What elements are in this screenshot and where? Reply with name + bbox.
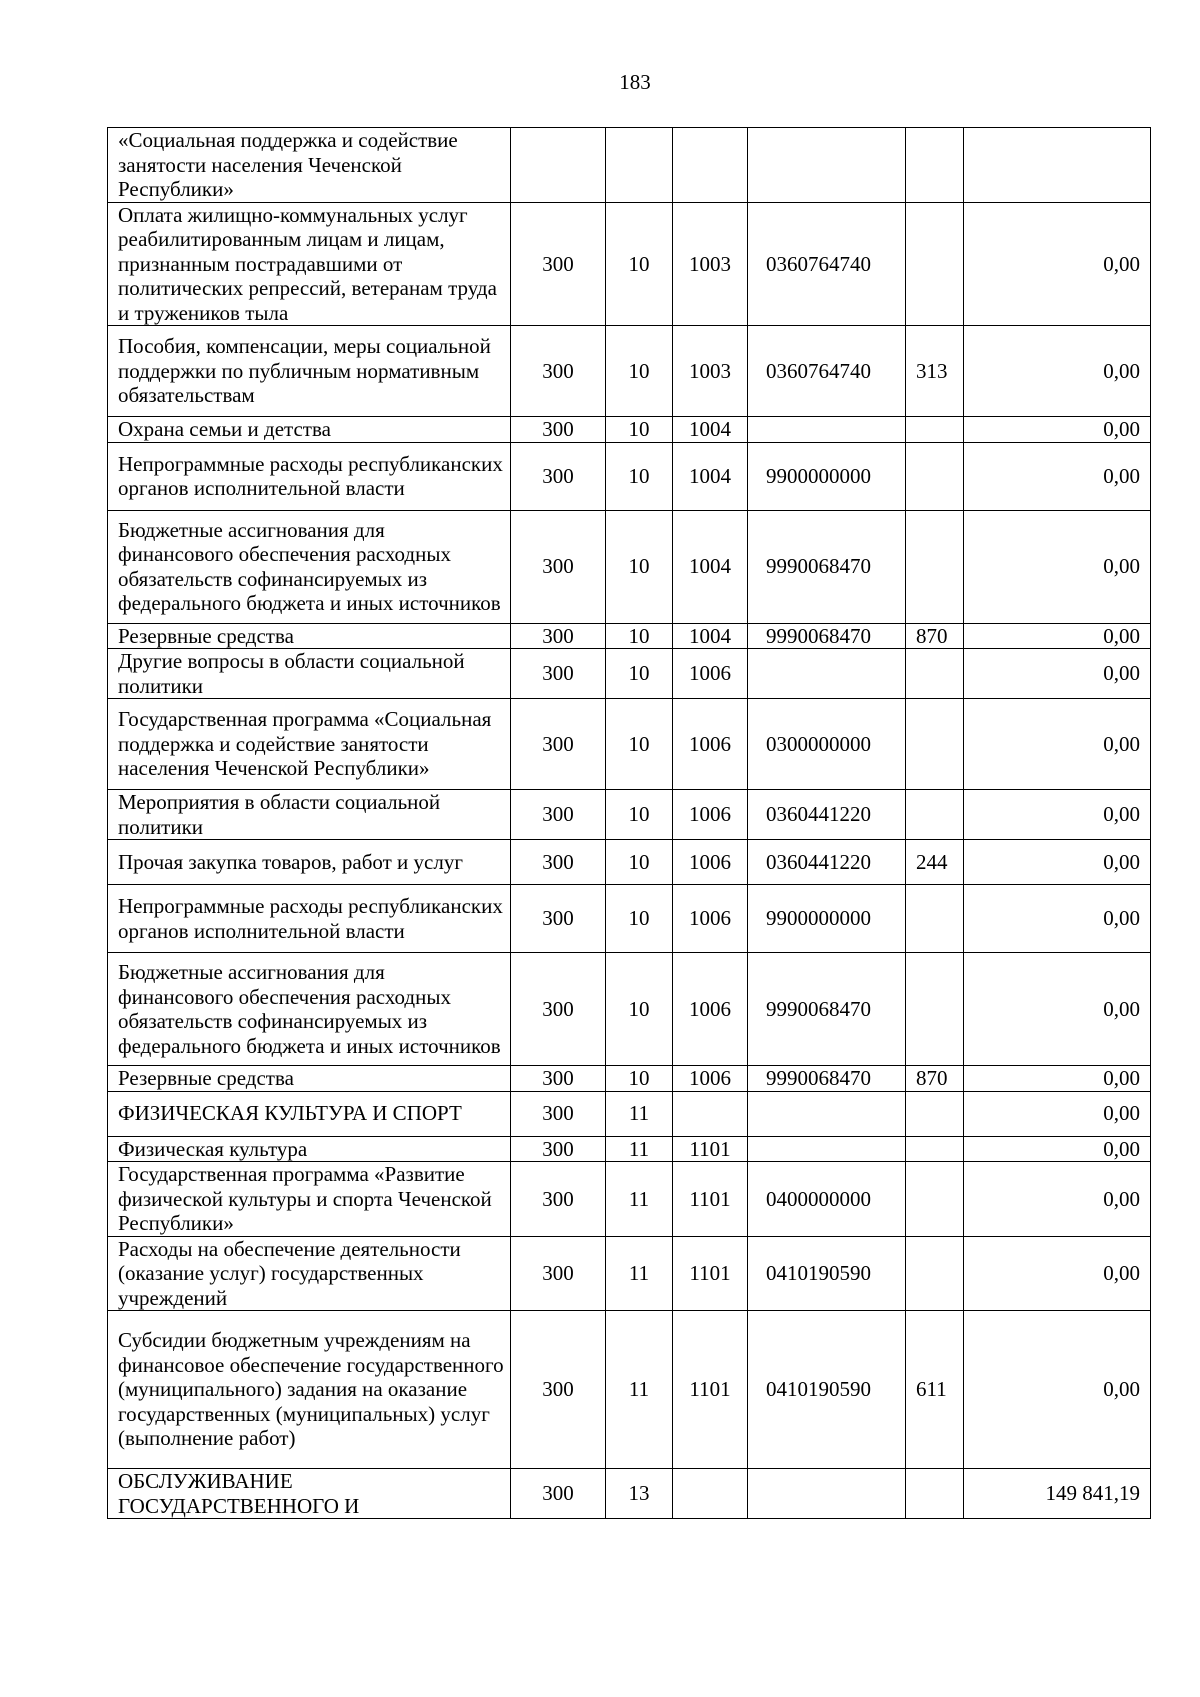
cell-expense-type [906, 953, 964, 1066]
cell-grbs: 300 [511, 790, 606, 840]
table-row [108, 1091, 1151, 1136]
cell-target-article: 9990068470 [748, 510, 906, 623]
cell-name: Другие вопросы в области социальной политики [108, 649, 511, 699]
table-row [108, 699, 1151, 790]
cell-name: Резервные средства [108, 1066, 511, 1092]
cell-expense-type: 870 [906, 1066, 964, 1092]
cell-section: 10 [606, 623, 673, 649]
cell-name: Бюджетные ассигнования для финансового обеспечения расходных обязательств софинансируемых из федерального бюджета и иных источников [108, 953, 511, 1066]
table-row [108, 1136, 1151, 1162]
cell-section: 11 [606, 1091, 673, 1136]
cell-grbs: 300 [511, 326, 606, 417]
cell-name: Государственная программа «Социальная поддержка и содействие занятости населения Чеченской Республики» [108, 699, 511, 790]
cell-target-article: 9990068470 [748, 1066, 906, 1092]
cell-name: ОБСЛУЖИВАНИЕ ГОСУДАРСТВЕННОГО И [108, 1469, 511, 1519]
table-row [108, 649, 1151, 699]
cell-subsection: 1003 [673, 202, 748, 326]
cell-grbs: 300 [511, 699, 606, 790]
budget-table [107, 127, 1151, 1519]
cell-expense-type [906, 1162, 964, 1237]
cell-grbs: 300 [511, 510, 606, 623]
cell-target-article [748, 417, 906, 443]
cell-subsection [673, 1469, 748, 1519]
cell-amount: 0,00 [964, 1066, 1151, 1092]
cell-name: «Социальная поддержка и содействие занятости населения Чеченской Республики» [108, 128, 511, 203]
cell-target-article: 9990068470 [748, 953, 906, 1066]
cell-grbs: 300 [511, 1236, 606, 1311]
cell-section: 10 [606, 417, 673, 443]
cell-grbs: 300 [511, 840, 606, 885]
cell-name: Непрограммные расходы республиканских органов исполнительной власти [108, 442, 511, 510]
cell-target-article [748, 1469, 906, 1519]
cell-amount: 0,00 [964, 623, 1151, 649]
cell-name: Непрограммные расходы республиканских органов исполнительной власти [108, 885, 511, 953]
table-row [108, 442, 1151, 510]
cell-section: 10 [606, 510, 673, 623]
cell-expense-type [906, 128, 964, 203]
cell-amount: 0,00 [964, 417, 1151, 443]
cell-subsection: 1003 [673, 326, 748, 417]
cell-amount: 0,00 [964, 790, 1151, 840]
cell-name: Субсидии бюджетным учреждениям на финансовое обеспечение государственного (муниципального) задания на оказание государственных (муниципальных) услуг (выполнение работ) [108, 1311, 511, 1469]
cell-amount: 149 841,19 [964, 1469, 1151, 1519]
cell-expense-type [906, 885, 964, 953]
cell-amount: 0,00 [964, 1311, 1151, 1469]
cell-subsection: 1006 [673, 699, 748, 790]
cell-section: 11 [606, 1236, 673, 1311]
cell-section: 10 [606, 790, 673, 840]
cell-section: 10 [606, 840, 673, 885]
cell-section: 10 [606, 953, 673, 1066]
cell-subsection: 1006 [673, 1066, 748, 1092]
table-row [108, 417, 1151, 443]
cell-expense-type [906, 1136, 964, 1162]
cell-section: 10 [606, 202, 673, 326]
cell-subsection: 1004 [673, 417, 748, 443]
cell-name: Резервные средства [108, 623, 511, 649]
cell-grbs: 300 [511, 1136, 606, 1162]
table-row [108, 1066, 1151, 1092]
cell-subsection: 1101 [673, 1236, 748, 1311]
cell-name: Прочая закупка товаров, работ и услуг [108, 840, 511, 885]
cell-amount: 0,00 [964, 510, 1151, 623]
cell-subsection: 1006 [673, 649, 748, 699]
cell-name: Государственная программа «Развитие физической культуры и спорта Чеченской Республики» [108, 1162, 511, 1237]
cell-subsection: 1006 [673, 885, 748, 953]
cell-target-article [748, 649, 906, 699]
cell-target-article: 0360764740 [748, 202, 906, 326]
cell-grbs [511, 128, 606, 203]
cell-grbs: 300 [511, 885, 606, 953]
cell-target-article: 0410190590 [748, 1311, 906, 1469]
cell-target-article: 0360441220 [748, 790, 906, 840]
cell-amount: 0,00 [964, 1091, 1151, 1136]
cell-target-article: 9900000000 [748, 442, 906, 510]
cell-section: 10 [606, 442, 673, 510]
page-number: 183 [619, 70, 651, 94]
cell-section: 10 [606, 649, 673, 699]
cell-target-article [748, 128, 906, 203]
cell-amount: 0,00 [964, 649, 1151, 699]
table-row [108, 840, 1151, 885]
cell-grbs: 300 [511, 1469, 606, 1519]
cell-target-article: 0360764740 [748, 326, 906, 417]
cell-expense-type [906, 510, 964, 623]
cell-section: 11 [606, 1311, 673, 1469]
cell-expense-type: 611 [906, 1311, 964, 1469]
table-row [108, 790, 1151, 840]
cell-section [606, 128, 673, 203]
cell-section: 10 [606, 326, 673, 417]
cell-subsection: 1006 [673, 953, 748, 1066]
cell-expense-type: 244 [906, 840, 964, 885]
cell-expense-type [906, 1091, 964, 1136]
cell-subsection: 1101 [673, 1311, 748, 1469]
cell-grbs: 300 [511, 1091, 606, 1136]
cell-expense-type [906, 1236, 964, 1311]
cell-expense-type [906, 442, 964, 510]
cell-name: Пособия, компенсации, меры социальной поддержки по публичным нормативным обязательствам [108, 326, 511, 417]
cell-subsection: 1101 [673, 1136, 748, 1162]
cell-subsection: 1004 [673, 442, 748, 510]
cell-subsection [673, 1091, 748, 1136]
cell-name: Бюджетные ассигнования для финансового обеспечения расходных обязательств софинансируемых из федерального бюджета и иных источников [108, 510, 511, 623]
table-row [108, 128, 1151, 203]
cell-amount: 0,00 [964, 1162, 1151, 1237]
table-row [108, 1162, 1151, 1237]
cell-target-article [748, 1136, 906, 1162]
cell-expense-type [906, 202, 964, 326]
cell-target-article: 9990068470 [748, 623, 906, 649]
cell-section: 11 [606, 1162, 673, 1237]
cell-subsection [673, 128, 748, 203]
cell-subsection: 1101 [673, 1162, 748, 1237]
table-row [108, 953, 1151, 1066]
cell-section: 10 [606, 885, 673, 953]
cell-amount: 0,00 [964, 1236, 1151, 1311]
cell-expense-type [906, 417, 964, 443]
cell-grbs: 300 [511, 623, 606, 649]
cell-amount: 0,00 [964, 699, 1151, 790]
cell-name: Физическая культура [108, 1136, 511, 1162]
cell-name: Расходы на обеспечение деятельности (оказание услуг) государственных учреждений [108, 1236, 511, 1311]
cell-amount: 0,00 [964, 202, 1151, 326]
table-row [108, 510, 1151, 623]
cell-amount: 0,00 [964, 1136, 1151, 1162]
table-row [108, 1311, 1151, 1469]
cell-section: 11 [606, 1136, 673, 1162]
cell-amount: 0,00 [964, 840, 1151, 885]
cell-amount [964, 128, 1151, 203]
cell-grbs: 300 [511, 202, 606, 326]
cell-grbs: 300 [511, 1311, 606, 1469]
cell-target-article: 0400000000 [748, 1162, 906, 1237]
cell-subsection: 1004 [673, 623, 748, 649]
cell-amount: 0,00 [964, 326, 1151, 417]
cell-name: Охрана семьи и детства [108, 417, 511, 443]
table-row [108, 623, 1151, 649]
table-row [108, 1236, 1151, 1311]
cell-section: 10 [606, 1066, 673, 1092]
cell-expense-type [906, 1469, 964, 1519]
cell-name: ФИЗИЧЕСКАЯ КУЛЬТУРА И СПОРТ [108, 1091, 511, 1136]
table-row [108, 885, 1151, 953]
cell-expense-type [906, 649, 964, 699]
cell-subsection: 1004 [673, 510, 748, 623]
cell-expense-type [906, 699, 964, 790]
cell-subsection: 1006 [673, 790, 748, 840]
cell-expense-type: 313 [906, 326, 964, 417]
cell-amount: 0,00 [964, 885, 1151, 953]
cell-name: Мероприятия в области социальной политики [108, 790, 511, 840]
cell-target-article [748, 1091, 906, 1136]
table-row [108, 202, 1151, 326]
cell-section: 10 [606, 699, 673, 790]
table-row [108, 326, 1151, 417]
table-row [108, 1469, 1151, 1519]
cell-grbs: 300 [511, 442, 606, 510]
cell-target-article: 9900000000 [748, 885, 906, 953]
cell-expense-type: 870 [906, 623, 964, 649]
cell-grbs: 300 [511, 1162, 606, 1237]
cell-grbs: 300 [511, 417, 606, 443]
cell-name: Оплата жилищно-коммунальных услуг реабилитированным лицам и лицам, признанным пострадавшими от политических репрессий, ветеранам труда и тружеников тыла [108, 202, 511, 326]
cell-subsection: 1006 [673, 840, 748, 885]
cell-target-article: 0410190590 [748, 1236, 906, 1311]
cell-target-article: 0300000000 [748, 699, 906, 790]
cell-section: 13 [606, 1469, 673, 1519]
cell-amount: 0,00 [964, 442, 1151, 510]
cell-grbs: 300 [511, 1066, 606, 1092]
cell-expense-type [906, 790, 964, 840]
cell-target-article: 0360441220 [748, 840, 906, 885]
cell-grbs: 300 [511, 649, 606, 699]
cell-amount: 0,00 [964, 953, 1151, 1066]
cell-grbs: 300 [511, 953, 606, 1066]
